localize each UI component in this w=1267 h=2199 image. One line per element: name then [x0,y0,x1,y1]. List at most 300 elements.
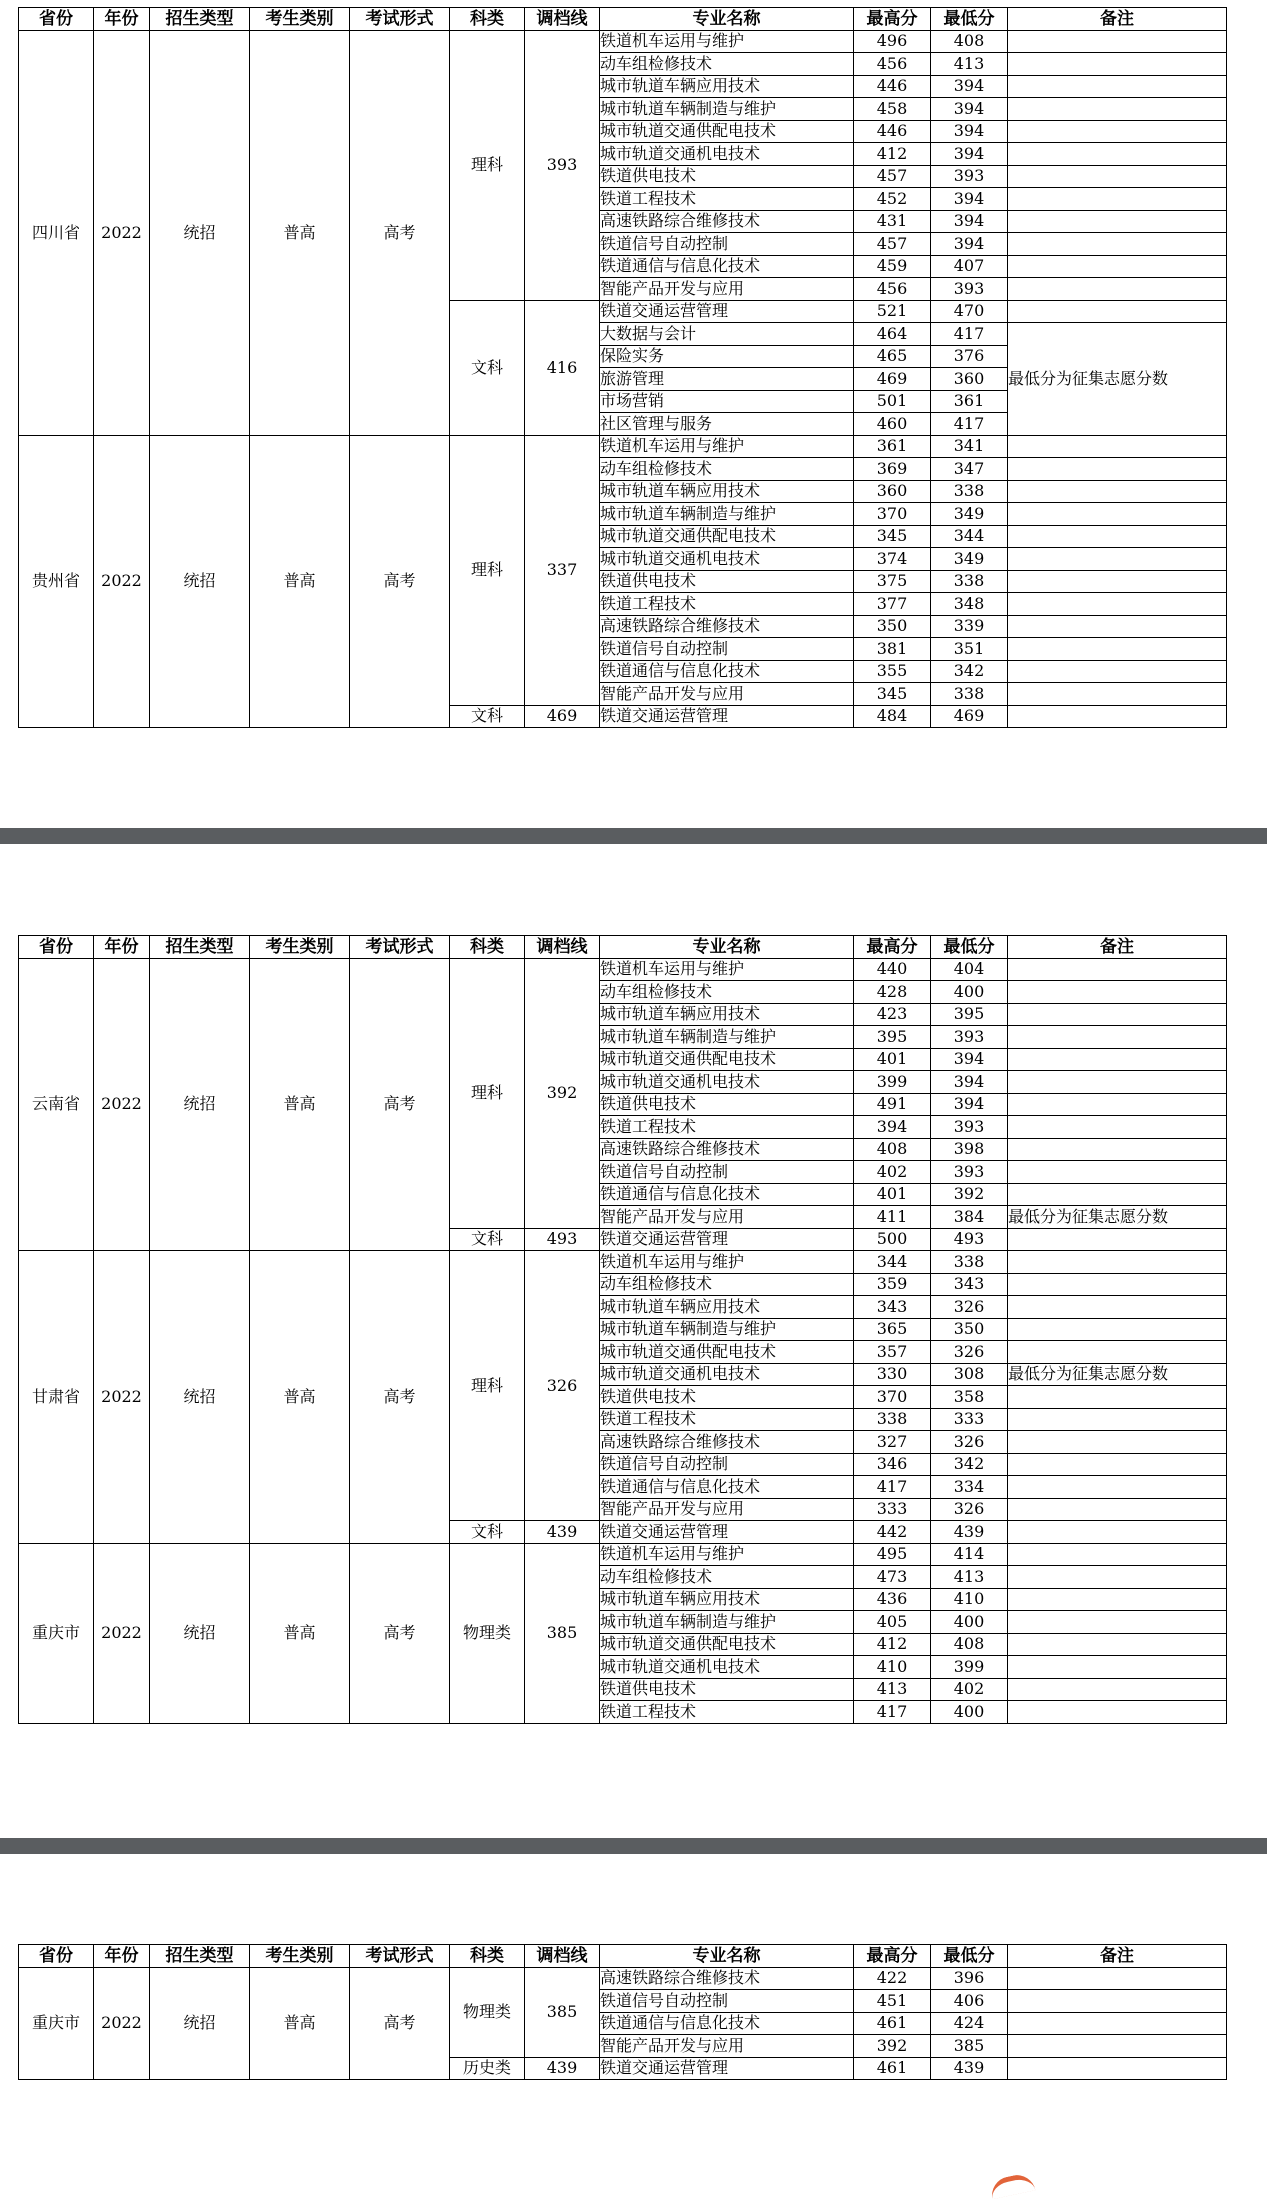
max-score-cell: 344 [854,1251,931,1274]
max-score-cell: 431 [854,210,931,233]
column-header: 最低分 [931,8,1008,31]
major-name-cell: 铁道供电技术 [600,1386,854,1409]
remark-cell [1008,1116,1227,1139]
min-score-cell: 326 [931,1341,1008,1364]
max-score-cell: 417 [854,1701,931,1724]
remark-cell [1008,660,1227,683]
max-score-cell: 359 [854,1273,931,1296]
column-header: 年份 [94,936,150,959]
min-score-cell: 404 [931,958,1008,981]
column-header: 备注 [1008,8,1227,31]
remark-cell [1008,98,1227,121]
max-score-cell: 457 [854,165,931,188]
major-name-cell: 城市轨道车辆制造与维护 [600,1026,854,1049]
min-score-cell: 394 [931,1048,1008,1071]
major-name-cell: 智能产品开发与应用 [600,1498,854,1521]
min-score-cell: 394 [931,188,1008,211]
column-header: 调档线 [525,1945,600,1968]
column-header: 考试形式 [350,936,450,959]
max-score-cell: 452 [854,188,931,211]
cutoff-line-cell: 393 [525,30,600,300]
remark-cell [1008,458,1227,481]
max-score-cell: 442 [854,1521,931,1544]
major-name-cell: 动车组检修技术 [600,981,854,1004]
max-score-cell: 394 [854,1116,931,1139]
major-name-cell: 城市轨道车辆应用技术 [600,75,854,98]
min-score-cell: 338 [931,480,1008,503]
remark-cell [1008,255,1227,278]
max-score-cell: 501 [854,390,931,413]
major-name-cell: 城市轨道车辆制造与维护 [600,98,854,121]
min-score-cell: 394 [931,120,1008,143]
remark-cell [1008,1678,1227,1701]
major-name-cell: 保险实务 [600,345,854,368]
enroll-type-cell: 统招 [150,1967,250,2080]
major-name-cell: 高速铁路综合维修技术 [600,615,854,638]
score-table [18,935,1227,1724]
remark-cell [1008,1476,1227,1499]
min-score-cell: 394 [931,75,1008,98]
major-name-cell: 城市轨道车辆制造与维护 [600,1611,854,1634]
major-name-cell: 铁道信号自动控制 [600,1453,854,1476]
remark-cell [1008,1161,1227,1184]
column-header: 科类 [450,936,525,959]
min-score-cell: 376 [931,345,1008,368]
remark-cell [1008,1990,1227,2013]
max-score-cell: 346 [854,1453,931,1476]
major-name-cell: 智能产品开发与应用 [600,1206,854,1229]
min-score-cell: 394 [931,1071,1008,1094]
min-score-cell: 348 [931,593,1008,616]
enroll-type-cell: 统招 [150,435,250,728]
max-score-cell: 381 [854,638,931,661]
column-header: 招生类型 [150,8,250,31]
min-score-cell: 413 [931,53,1008,76]
major-name-cell: 城市轨道交通机电技术 [600,1071,854,1094]
remark-cell [1008,1543,1227,1566]
remark-cell [1008,1048,1227,1071]
column-header: 最高分 [854,1945,931,1968]
province-cell: 贵州省 [19,435,94,728]
remark-cell [1008,1341,1227,1364]
cutoff-line-cell: 385 [525,1967,600,2057]
max-score-cell: 405 [854,1611,931,1634]
remark-cell [1008,120,1227,143]
remark-cell [1008,1093,1227,1116]
province-cell: 四川省 [19,30,94,435]
remark-cell [1008,300,1227,323]
max-score-cell: 370 [854,1386,931,1409]
major-name-cell: 高速铁路综合维修技术 [600,1431,854,1454]
column-header: 考生类别 [250,936,350,959]
major-name-cell: 铁道工程技术 [600,593,854,616]
remark-cell [1008,165,1227,188]
year-cell: 2022 [94,1543,150,1723]
subject-cell: 文科 [450,1521,525,1544]
min-score-cell: 424 [931,2012,1008,2035]
max-score-cell: 401 [854,1048,931,1071]
min-score-cell: 338 [931,1251,1008,1274]
remark-cell [1008,1498,1227,1521]
max-score-cell: 365 [854,1318,931,1341]
max-score-cell: 496 [854,30,931,53]
major-name-cell: 动车组检修技术 [600,458,854,481]
table-row [19,1967,1227,1990]
major-name-cell: 城市轨道交通机电技术 [600,143,854,166]
remark-cell [1008,1633,1227,1656]
min-score-cell: 361 [931,390,1008,413]
column-header: 最高分 [854,8,931,31]
table-row [19,435,1227,458]
max-score-cell: 375 [854,570,931,593]
max-score-cell: 446 [854,120,931,143]
max-score-cell: 370 [854,503,931,526]
max-score-cell: 330 [854,1363,931,1386]
major-name-cell: 铁道信号自动控制 [600,1161,854,1184]
column-header: 科类 [450,1945,525,1968]
max-score-cell: 422 [854,1967,931,1990]
table-row [19,30,1227,53]
max-score-cell: 410 [854,1656,931,1679]
remark-cell [1008,1408,1227,1431]
remark-cell [1008,981,1227,1004]
remark-cell [1008,1566,1227,1589]
min-score-cell: 469 [931,705,1008,728]
remark-cell [1008,503,1227,526]
major-name-cell: 动车组检修技术 [600,1273,854,1296]
major-name-cell: 社区管理与服务 [600,413,854,436]
min-score-cell: 338 [931,570,1008,593]
remark-cell [1008,1611,1227,1634]
cutoff-line-cell: 392 [525,958,600,1228]
max-score-cell: 392 [854,2035,931,2058]
major-name-cell: 铁道机车运用与维护 [600,1251,854,1274]
major-name-cell: 城市轨道交通机电技术 [600,1363,854,1386]
min-score-cell: 393 [931,1116,1008,1139]
min-score-cell: 333 [931,1408,1008,1431]
major-name-cell: 城市轨道交通机电技术 [600,1656,854,1679]
min-score-cell: 393 [931,1161,1008,1184]
min-score-cell: 394 [931,233,1008,256]
remark-cell [1008,525,1227,548]
column-header: 科类 [450,8,525,31]
major-name-cell: 城市轨道交通供配电技术 [600,525,854,548]
remark-cell [1008,188,1227,211]
remark-cell [1008,638,1227,661]
max-score-cell: 461 [854,2057,931,2080]
remark-cell [1008,548,1227,571]
major-name-cell: 铁道信号自动控制 [600,233,854,256]
subject-cell: 理科 [450,1251,525,1521]
major-name-cell: 铁道交通运营管理 [600,300,854,323]
remark-cell [1008,1273,1227,1296]
enroll-type-cell: 统招 [150,1543,250,1723]
exam-form-cell: 高考 [350,1967,450,2080]
enroll-type-cell: 统招 [150,1251,250,1544]
column-header: 省份 [19,8,94,31]
cutoff-line-cell: 385 [525,1543,600,1723]
max-score-cell: 436 [854,1588,931,1611]
min-score-cell: 326 [931,1431,1008,1454]
min-score-cell: 385 [931,2035,1008,2058]
column-header: 备注 [1008,936,1227,959]
major-name-cell: 城市轨道车辆应用技术 [600,1588,854,1611]
remark-cell [1008,1318,1227,1341]
year-cell: 2022 [94,1251,150,1544]
min-score-cell: 351 [931,638,1008,661]
major-name-cell: 铁道交通运营管理 [600,1521,854,1544]
major-name-cell: 城市轨道车辆应用技术 [600,1296,854,1319]
student-category-cell: 普高 [250,1543,350,1723]
remark-cell: 最低分为征集志愿分数 [1008,1206,1227,1229]
major-name-cell: 城市轨道车辆制造与维护 [600,503,854,526]
max-score-cell: 484 [854,705,931,728]
max-score-cell: 360 [854,480,931,503]
remark-cell: 最低分为征集志愿分数 [1008,323,1227,436]
remark-cell [1008,1431,1227,1454]
remark-cell [1008,143,1227,166]
year-cell: 2022 [94,958,150,1251]
column-header: 最高分 [854,936,931,959]
remark-cell [1008,1296,1227,1319]
max-score-cell: 401 [854,1183,931,1206]
major-name-cell: 市场营销 [600,390,854,413]
cutoff-line-cell: 469 [525,705,600,728]
max-score-cell: 428 [854,981,931,1004]
remark-cell [1008,570,1227,593]
subject-cell: 物理类 [450,1543,525,1723]
student-category-cell: 普高 [250,958,350,1251]
year-cell: 2022 [94,435,150,728]
column-header: 年份 [94,1945,150,1968]
exam-form-cell: 高考 [350,1251,450,1544]
max-score-cell: 350 [854,615,931,638]
remark-cell [1008,705,1227,728]
remark-cell [1008,1453,1227,1476]
min-score-cell: 349 [931,548,1008,571]
max-score-cell: 500 [854,1228,931,1251]
min-score-cell: 399 [931,1656,1008,1679]
max-score-cell: 343 [854,1296,931,1319]
min-score-cell: 393 [931,1026,1008,1049]
min-score-cell: 342 [931,660,1008,683]
min-score-cell: 408 [931,30,1008,53]
subject-cell: 文科 [450,705,525,728]
subject-cell: 历史类 [450,2057,525,2080]
major-name-cell: 铁道信号自动控制 [600,1990,854,2013]
enroll-type-cell: 统招 [150,958,250,1251]
max-score-cell: 361 [854,435,931,458]
max-score-cell: 465 [854,345,931,368]
max-score-cell: 440 [854,958,931,981]
score-table [18,7,1227,728]
remark-cell [1008,278,1227,301]
remark-cell [1008,233,1227,256]
min-score-cell: 400 [931,1701,1008,1724]
min-score-cell: 308 [931,1363,1008,1386]
min-score-cell: 350 [931,1318,1008,1341]
major-name-cell: 铁道交通运营管理 [600,2057,854,2080]
major-name-cell: 铁道工程技术 [600,1408,854,1431]
max-score-cell: 451 [854,1990,931,2013]
column-header: 专业名称 [600,8,854,31]
max-score-cell: 423 [854,1003,931,1026]
major-name-cell: 城市轨道车辆应用技术 [600,1003,854,1026]
exam-form-cell: 高考 [350,30,450,435]
remark-cell [1008,1251,1227,1274]
province-cell: 甘肃省 [19,1251,94,1544]
max-score-cell: 327 [854,1431,931,1454]
min-score-cell: 396 [931,1967,1008,1990]
major-name-cell: 铁道通信与信息化技术 [600,660,854,683]
max-score-cell: 412 [854,1633,931,1656]
major-name-cell: 城市轨道交通供配电技术 [600,120,854,143]
year-cell: 2022 [94,1967,150,2080]
max-score-cell: 408 [854,1138,931,1161]
major-name-cell: 动车组检修技术 [600,53,854,76]
min-score-cell: 334 [931,1476,1008,1499]
column-header: 年份 [94,8,150,31]
min-score-cell: 410 [931,1588,1008,1611]
major-name-cell: 城市轨道交通供配电技术 [600,1048,854,1071]
column-header: 考生类别 [250,1945,350,1968]
max-score-cell: 473 [854,1566,931,1589]
min-score-cell: 394 [931,143,1008,166]
max-score-cell: 338 [854,1408,931,1431]
exam-form-cell: 高考 [350,1543,450,1723]
min-score-cell: 339 [931,615,1008,638]
major-name-cell: 铁道机车运用与维护 [600,958,854,981]
header-row [19,1945,1227,1968]
header-row [19,8,1227,31]
page-divider [0,828,1267,844]
column-header: 考生类别 [250,8,350,31]
major-name-cell: 铁道供电技术 [600,1678,854,1701]
min-score-cell: 406 [931,1990,1008,2013]
remark-cell [1008,1967,1227,1990]
cutoff-line-cell: 326 [525,1251,600,1521]
column-header: 最低分 [931,1945,1008,1968]
major-name-cell: 城市轨道交通供配电技术 [600,1633,854,1656]
max-score-cell: 461 [854,2012,931,2035]
min-score-cell: 358 [931,1386,1008,1409]
remark-cell [1008,210,1227,233]
major-name-cell: 铁道机车运用与维护 [600,435,854,458]
min-score-cell: 394 [931,98,1008,121]
major-name-cell: 动车组检修技术 [600,1566,854,1589]
column-header: 招生类型 [150,1945,250,1968]
remark-cell [1008,2012,1227,2035]
remark-cell [1008,1183,1227,1206]
remark-cell [1008,75,1227,98]
max-score-cell: 457 [854,233,931,256]
major-name-cell: 高速铁路综合维修技术 [600,210,854,233]
table-row [19,958,1227,981]
max-score-cell: 413 [854,1678,931,1701]
max-score-cell: 491 [854,1093,931,1116]
min-score-cell: 342 [931,1453,1008,1476]
student-category-cell: 普高 [250,30,350,435]
major-name-cell: 城市轨道交通机电技术 [600,548,854,571]
min-score-cell: 343 [931,1273,1008,1296]
major-name-cell: 铁道工程技术 [600,1116,854,1139]
major-name-cell: 大数据与会计 [600,323,854,346]
max-score-cell: 417 [854,1476,931,1499]
subject-cell: 理科 [450,435,525,705]
major-name-cell: 铁道工程技术 [600,1701,854,1724]
min-score-cell: 344 [931,525,1008,548]
min-score-cell: 326 [931,1498,1008,1521]
remark-cell [1008,683,1227,706]
remark-cell [1008,1386,1227,1409]
max-score-cell: 460 [854,413,931,436]
remark-cell [1008,1003,1227,1026]
max-score-cell: 412 [854,143,931,166]
min-score-cell: 347 [931,458,1008,481]
stamp-mark [989,2172,1036,2199]
table-row [19,1543,1227,1566]
remark-cell [1008,2057,1227,2080]
student-category-cell: 普高 [250,1251,350,1544]
min-score-cell: 470 [931,300,1008,323]
major-name-cell: 铁道通信与信息化技术 [600,1183,854,1206]
min-score-cell: 393 [931,278,1008,301]
major-name-cell: 铁道通信与信息化技术 [600,255,854,278]
major-name-cell: 智能产品开发与应用 [600,683,854,706]
major-name-cell: 旅游管理 [600,368,854,391]
header-row [19,936,1227,959]
major-name-cell: 铁道通信与信息化技术 [600,2012,854,2035]
major-name-cell: 铁道工程技术 [600,188,854,211]
subject-cell: 文科 [450,300,525,435]
subject-cell: 文科 [450,1228,525,1251]
min-score-cell: 439 [931,2057,1008,2080]
major-name-cell: 智能产品开发与应用 [600,278,854,301]
max-score-cell: 399 [854,1071,931,1094]
min-score-cell: 400 [931,1611,1008,1634]
max-score-cell: 469 [854,368,931,391]
min-score-cell: 394 [931,210,1008,233]
page-divider [0,1838,1267,1854]
min-score-cell: 413 [931,1566,1008,1589]
remark-cell [1008,30,1227,53]
major-name-cell: 铁道通信与信息化技术 [600,1476,854,1499]
remark-cell [1008,615,1227,638]
subject-cell: 物理类 [450,1967,525,2057]
column-header: 调档线 [525,8,600,31]
column-header: 专业名称 [600,936,854,959]
max-score-cell: 446 [854,75,931,98]
remark-cell [1008,1138,1227,1161]
remark-cell [1008,1071,1227,1094]
min-score-cell: 384 [931,1206,1008,1229]
major-name-cell: 铁道机车运用与维护 [600,1543,854,1566]
max-score-cell: 464 [854,323,931,346]
remark-cell: 最低分为征集志愿分数 [1008,1363,1227,1386]
column-header: 最低分 [931,936,1008,959]
max-score-cell: 377 [854,593,931,616]
min-score-cell: 341 [931,435,1008,458]
remark-cell [1008,435,1227,458]
remark-cell [1008,480,1227,503]
max-score-cell: 395 [854,1026,931,1049]
remark-cell [1008,1701,1227,1724]
min-score-cell: 395 [931,1003,1008,1026]
remark-cell [1008,2035,1227,2058]
cutoff-line-cell: 439 [525,1521,600,1544]
cutoff-line-cell: 416 [525,300,600,435]
min-score-cell: 349 [931,503,1008,526]
